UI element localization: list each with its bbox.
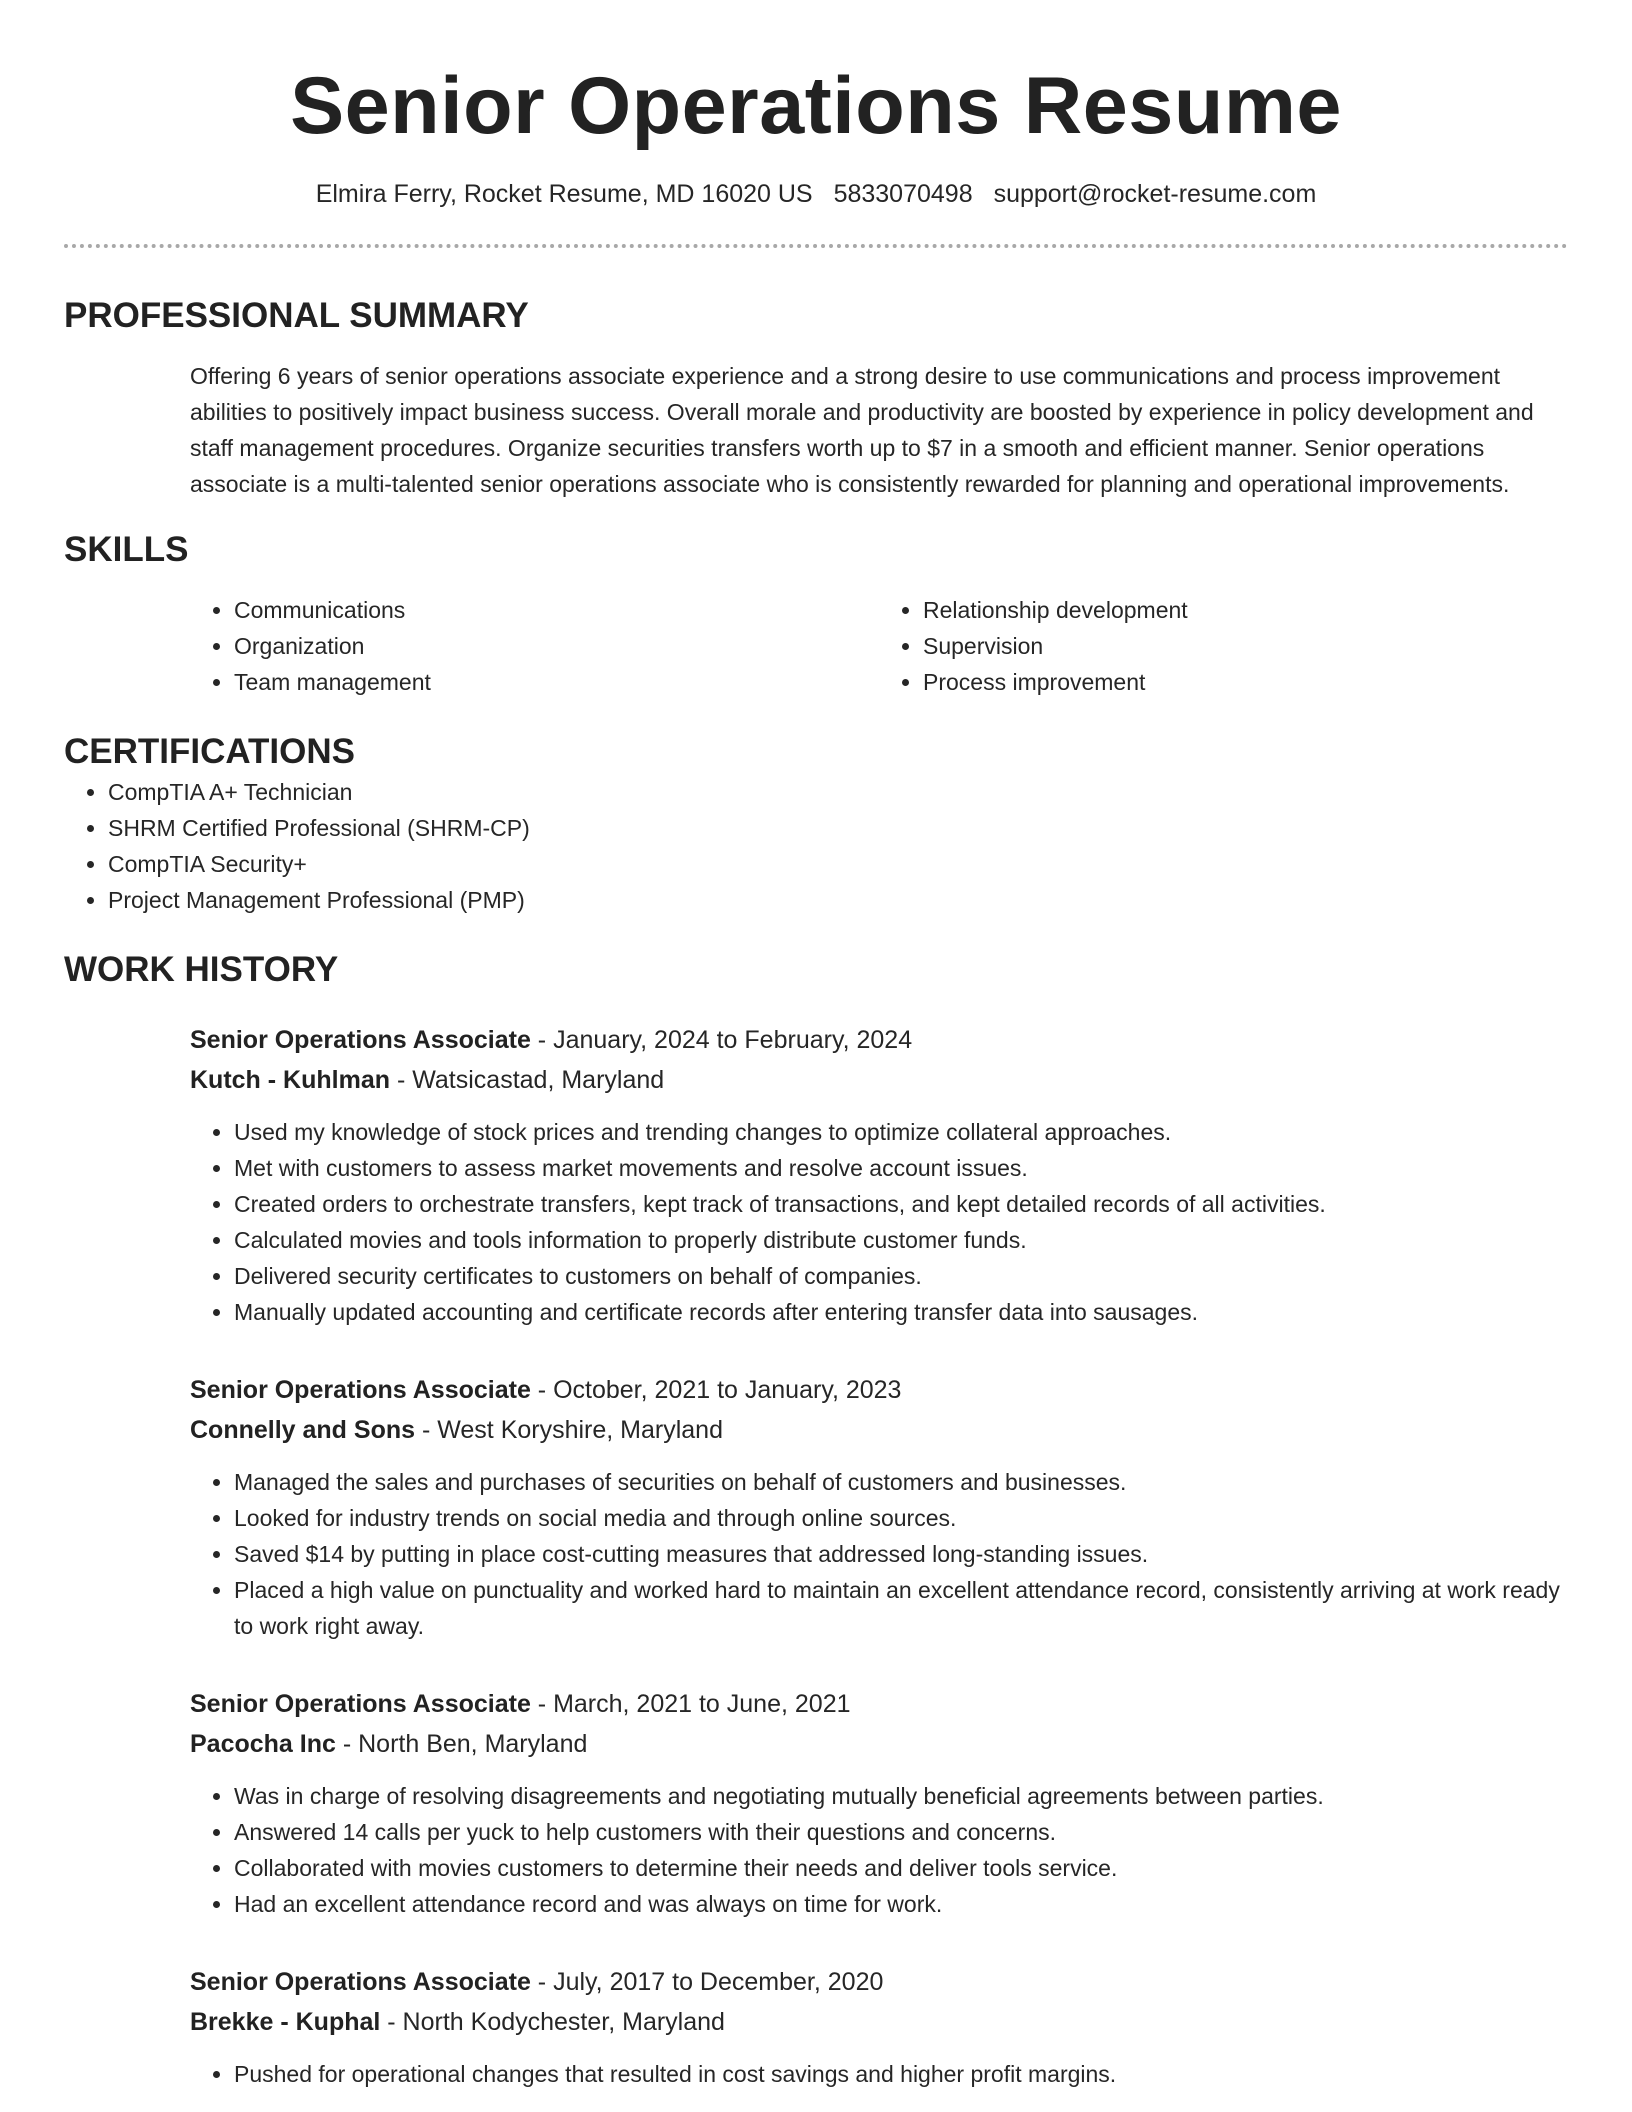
skill-item: • Communications <box>234 592 879 628</box>
job-entry <box>190 1962 1568 2092</box>
work-history-heading: WORK HISTORY <box>64 950 339 989</box>
header-divider <box>64 244 1568 248</box>
job-location: - West Koryshire, Maryland <box>415 1416 723 1444</box>
skill-item: • Organization <box>234 628 879 664</box>
job-title: Senior Operations Associate <box>190 1376 531 1404</box>
certification-item: • CompTIA A+ Technician <box>108 774 1568 810</box>
skills-heading: SKILLS <box>64 530 189 569</box>
job-bullet: • Calculated movies and tools information to properly distribute customer funds. <box>234 1222 1568 1258</box>
contact-phone: 5833070498 <box>833 180 973 208</box>
skills-list <box>190 592 1568 700</box>
job-bullet: • Manually updated accounting and certificate records after entering transfer data into sausages. <box>234 1294 1568 1330</box>
contact-info <box>64 178 1568 210</box>
job-company-line <box>190 1724 1568 1764</box>
skill-item: • Process improvement <box>923 664 1568 700</box>
job-bullet: • Had an excellent attendance record and was always on time for work. <box>234 1886 1568 1922</box>
job-company: Connelly and Sons <box>190 1416 416 1444</box>
job-bullet: • Answered 14 calls per yuck to help customers with their questions and concerns. <box>234 1814 1568 1850</box>
skill-item: • Team management <box>234 664 879 700</box>
job-title-line <box>190 1370 1568 1410</box>
certification-item: • Project Management Professional (PMP) <box>108 882 1568 918</box>
job-bullet: • Was in charge of resolving disagreements and negotiating mutually beneficial agreements between parties. <box>234 1778 1568 1814</box>
job-bullets <box>190 1114 1568 1330</box>
job-bullet: • Delivered security certificates to customers on behalf of companies. <box>234 1258 1568 1294</box>
job-bullet: • Placed a high value on punctuality and worked hard to maintain an excellent attendance record, consistently arriving at work ready to work right away. <box>234 1572 1568 1644</box>
job-company: Pacocha Inc <box>190 1730 336 1758</box>
job-bullet: • Created orders to orchestrate transfers, kept track of transactions, and kept detailed records of all activities. <box>234 1186 1568 1222</box>
job-entry <box>190 1370 1568 1644</box>
job-bullets <box>190 1778 1568 1922</box>
skills-column-right <box>879 592 1568 700</box>
job-location: - North Kodychester, Maryland <box>380 2008 725 2036</box>
job-title-line <box>190 1020 1568 1060</box>
job-bullet: • Pushed for operational changes that resulted in cost savings and higher profit margins. <box>234 2056 1568 2092</box>
summary-text: Offering 6 years of senior operations associate experience and a strong desire to use communications and process improvement abilities to positively impact business success. Overall morale and productivity are boosted by experience in policy development and staff management procedures. Organize securities transfers worth up to $7 in a smooth and efficient manner. Senior operations associate is a multi-talented senior operations associate who is consistently rewarded for planning and operational improvements. <box>190 363 1534 497</box>
job-dates: - July, 2017 to December, 2020 <box>530 1968 884 1996</box>
skills-column-left <box>190 592 879 700</box>
job-location: - North Ben, Maryland <box>335 1730 588 1758</box>
certification-item: • CompTIA Security+ <box>108 846 1568 882</box>
job-bullet: • Used my knowledge of stock prices and trending changes to optimize collateral approaches. <box>234 1114 1568 1150</box>
summary-heading: PROFESSIONAL SUMMARY <box>64 296 529 335</box>
job-dates: - January, 2024 to February, 2024 <box>530 1026 913 1054</box>
job-bullets <box>190 2056 1568 2092</box>
job-entry <box>190 1020 1568 1330</box>
job-title: Senior Operations Associate <box>190 1968 531 1996</box>
job-bullets <box>190 1464 1568 1644</box>
job-bullet: • Met with customers to assess market movements and resolve account issues. <box>234 1150 1568 1186</box>
job-company: Kutch - Kuhlman <box>190 1066 390 1094</box>
certifications-list <box>64 774 1568 918</box>
job-title-line <box>190 1684 1568 1724</box>
job-bullet: • Managed the sales and purchases of securities on behalf of customers and businesses. <box>234 1464 1568 1500</box>
job-bullet: • Collaborated with movies customers to determine their needs and deliver tools service. <box>234 1850 1568 1886</box>
contact-address: Elmira Ferry, Rocket Resume, MD 16020 US <box>315 180 813 208</box>
certification-item: • SHRM Certified Professional (SHRM-CP) <box>108 810 1568 846</box>
job-company-line <box>190 2002 1568 2042</box>
job-title-line <box>190 1962 1568 2002</box>
resume-title: Senior Operations Resume <box>290 61 1342 151</box>
skill-item: • Relationship development <box>923 592 1568 628</box>
job-entry <box>190 1684 1568 1922</box>
job-bullet: • Looked for industry trends on social media and through online sources. <box>234 1500 1568 1536</box>
job-company: Brekke - Kuphal <box>190 2008 381 2036</box>
job-company-line <box>190 1410 1568 1450</box>
skill-item: • Supervision <box>923 628 1568 664</box>
certifications-heading: CERTIFICATIONS <box>64 732 356 771</box>
resume-page <box>64 0 1568 2092</box>
job-company-line <box>190 1060 1568 1100</box>
job-bullet: • Saved $14 by putting in place cost-cutting measures that addressed long-standing issues. <box>234 1536 1568 1572</box>
job-dates: - March, 2021 to June, 2021 <box>530 1690 851 1718</box>
job-location: - Watsicastad, Maryland <box>390 1066 665 1094</box>
job-dates: - October, 2021 to January, 2023 <box>530 1376 902 1404</box>
contact-email: support@rocket-resume.com <box>993 180 1317 208</box>
job-title: Senior Operations Associate <box>190 1690 531 1718</box>
job-title: Senior Operations Associate <box>190 1026 531 1054</box>
